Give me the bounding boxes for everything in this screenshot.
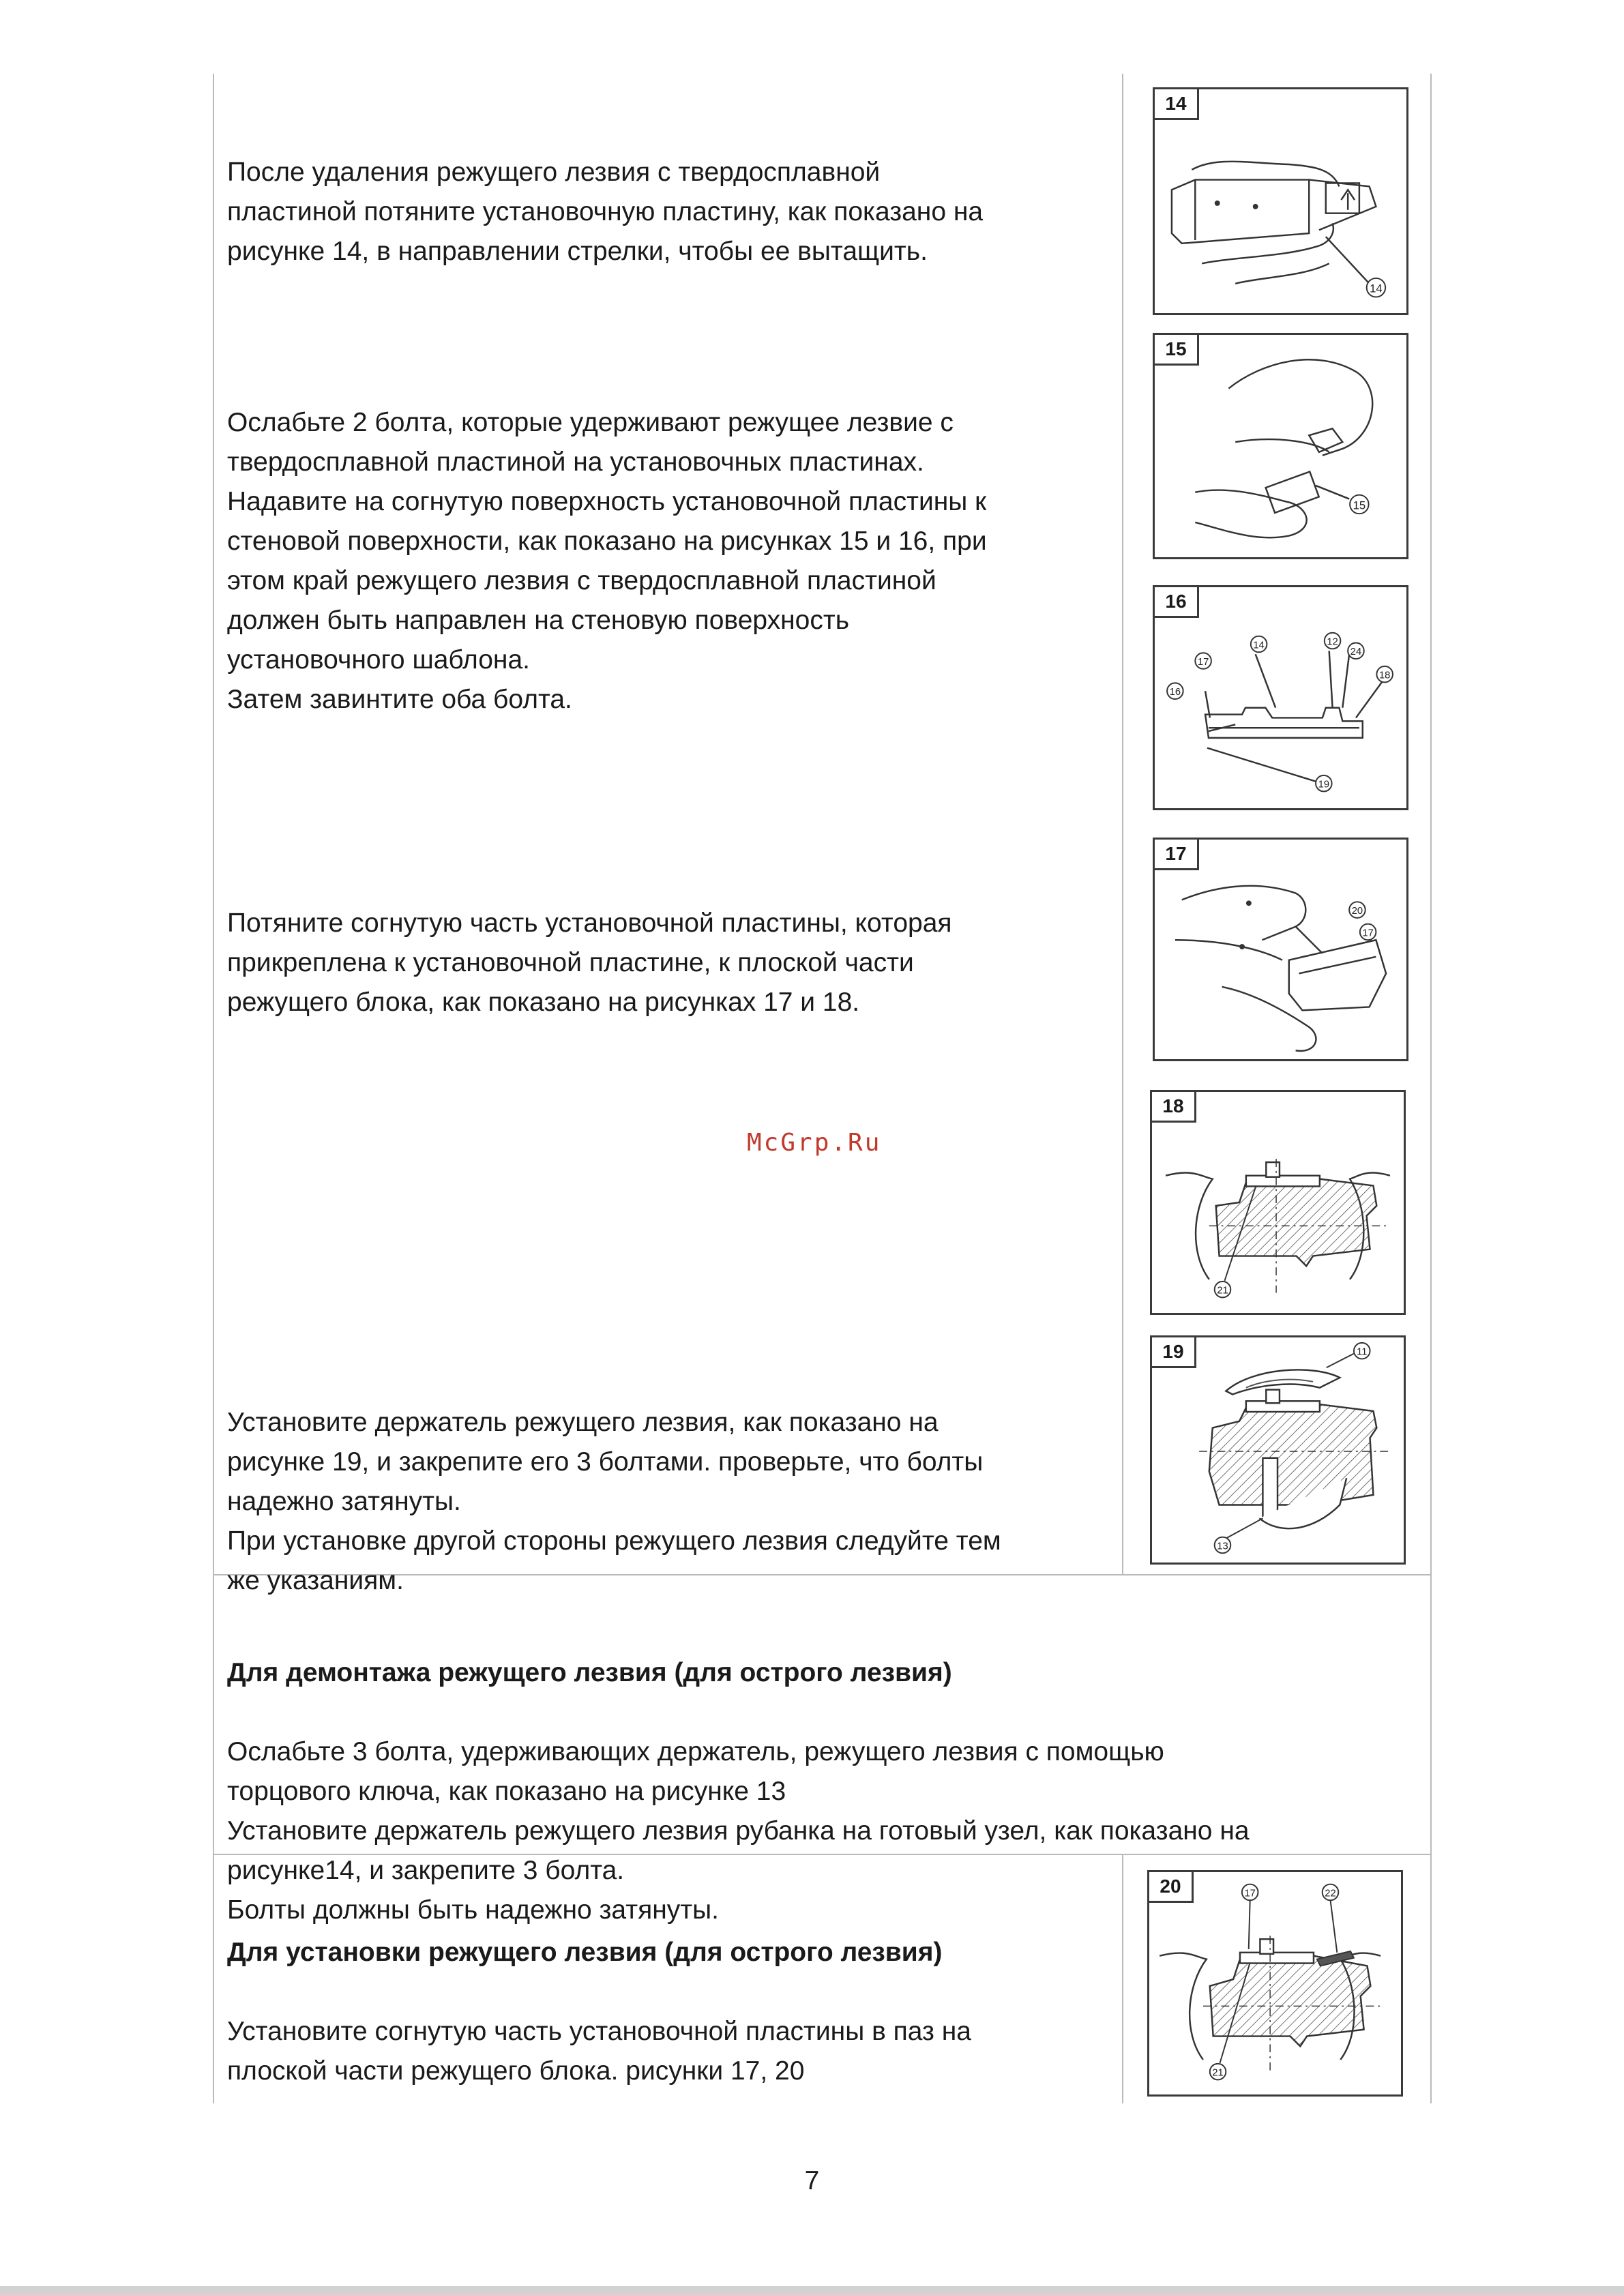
svg-text:14: 14 <box>1253 640 1265 651</box>
section-heading: Для демонтажа режущего лезвия (для острого лезвия) <box>227 1658 952 1687</box>
svg-text:17: 17 <box>1197 656 1209 668</box>
figure-15 <box>1153 333 1408 559</box>
section-text: Ослабьте 3 болта, удерживающих держатель, режущего лезвия с помощью торцового ключа, как показано на рисунке 13 Установите держатель режущего лезвия рубанка на готовый узел, как показано на рисунке14, и закрепите 3 болта. Болты должны быть надежно затянуты. <box>227 1737 1250 1925</box>
callout-17 <box>1242 1884 1258 1901</box>
callout-17 <box>1360 924 1376 941</box>
section-text: Установите согнутую часть установочной пластины в паз на плоской части режущего блока. рисунки 17, 20 <box>227 2017 971 2086</box>
callout-12 <box>1325 633 1341 649</box>
svg-text:17: 17 <box>1362 928 1374 939</box>
instruction-text: Потяните согнутую часть установочной пластины, которая прикреплена к установочной пластине, к плоской части режущего блока, как показано на рисунках 17 и 18. <box>227 908 952 1017</box>
section-mount <box>227 1893 971 2131</box>
figure-14 <box>1153 87 1408 315</box>
svg-text:12: 12 <box>1327 636 1338 648</box>
instruction-figure-14 <box>227 113 983 311</box>
svg-text:22: 22 <box>1325 1888 1336 1899</box>
callout-19 <box>1316 775 1332 792</box>
svg-text:21: 21 <box>1217 1285 1228 1297</box>
svg-text:13: 13 <box>1217 1541 1228 1552</box>
instruction-text: Ослабьте 2 болта, которые удерживают режущее лезвие с твердосплавной пластиной на установочных пластинах. Надавите на согнутую поверхность установочной пластины к стеновой поверхности, как показано на рисунках 15 и 16, при этом край режущего лезвия с твердосплавной пластиной должен быть направлен на стеновую поверхность установочного шаблона. Затем завинтите оба болта. <box>227 408 987 714</box>
figure-20 <box>1147 1870 1403 2097</box>
figure-17 <box>1153 838 1408 1061</box>
callout-11 <box>1354 1343 1370 1359</box>
svg-text:17: 17 <box>1244 1888 1256 1899</box>
callout-24 <box>1348 642 1364 659</box>
svg-text:18: 18 <box>1378 670 1391 681</box>
svg-text:20: 20 <box>1351 905 1363 917</box>
instruction-figure-17-18 <box>227 864 952 1062</box>
figure-number: 17 <box>1153 838 1199 870</box>
figure-16 <box>1153 585 1408 810</box>
svg-text:21: 21 <box>1212 2067 1224 2079</box>
callout-21 <box>1210 2064 1226 2080</box>
figure-19-illustration <box>1152 1337 1404 1563</box>
figure-number: 19 <box>1150 1335 1196 1368</box>
svg-text:14: 14 <box>1370 282 1383 295</box>
figure-column-divider-top <box>1122 74 1123 1574</box>
instruction-figure-15-16 <box>227 364 987 759</box>
watermark: McGrp.Ru <box>747 1129 882 1157</box>
page-bottom-bar <box>0 2286 1624 2295</box>
figure-number: 16 <box>1153 585 1199 618</box>
figure-number: 18 <box>1150 1090 1196 1123</box>
figure-number: 20 <box>1147 1870 1194 1903</box>
callout-16 <box>1167 683 1183 699</box>
callout-13 <box>1215 1537 1231 1554</box>
figure-16-illustration <box>1155 587 1406 808</box>
table-left-border <box>213 74 214 2103</box>
callout-18 <box>1376 666 1393 683</box>
svg-text:19: 19 <box>1318 779 1330 790</box>
figure-19 <box>1150 1335 1406 1565</box>
callout-17 <box>1195 653 1211 669</box>
figure-14-illustration <box>1155 89 1406 313</box>
callout-15 <box>1350 495 1368 514</box>
section-heading: Для установки режущего лезвия (для острого лезвия) <box>227 1938 943 1967</box>
figure-20-illustration <box>1149 1872 1401 2094</box>
figure-17-illustration <box>1155 840 1406 1059</box>
callout-22 <box>1323 1884 1339 1901</box>
callout-14 <box>1367 278 1385 297</box>
page-number: 7 <box>804 2166 820 2195</box>
instruction-figure-19 <box>227 1363 1001 1640</box>
svg-text:16: 16 <box>1169 687 1181 698</box>
svg-text:15: 15 <box>1353 499 1366 512</box>
instruction-text: После удаления режущего лезвия с твердосплавной пластиной потяните установочную пластину, как показано на рисунке 14, в направлении стрелки, чтобы ее вытащить. <box>227 158 984 266</box>
svg-text:24: 24 <box>1350 647 1362 658</box>
callout-20 <box>1349 902 1365 918</box>
figure-number: 15 <box>1153 333 1199 366</box>
callout-14 <box>1251 636 1267 653</box>
callout-21 <box>1215 1282 1231 1298</box>
table-right-border <box>1430 74 1432 2103</box>
figure-number: 14 <box>1153 87 1199 120</box>
figure-18 <box>1150 1090 1406 1315</box>
figure-18-illustration <box>1152 1092 1404 1313</box>
instruction-text: Установите держатель режущего лезвия, как показано на рисунке 19, и закрепите его 3 болтами. проверьте, что болты надежно затянуты. При установке другой стороны режущего лезвия следуйте тем же указаниям. <box>227 1408 1001 1595</box>
figure-15-illustration <box>1155 335 1406 557</box>
svg-text:11: 11 <box>1357 1346 1368 1358</box>
